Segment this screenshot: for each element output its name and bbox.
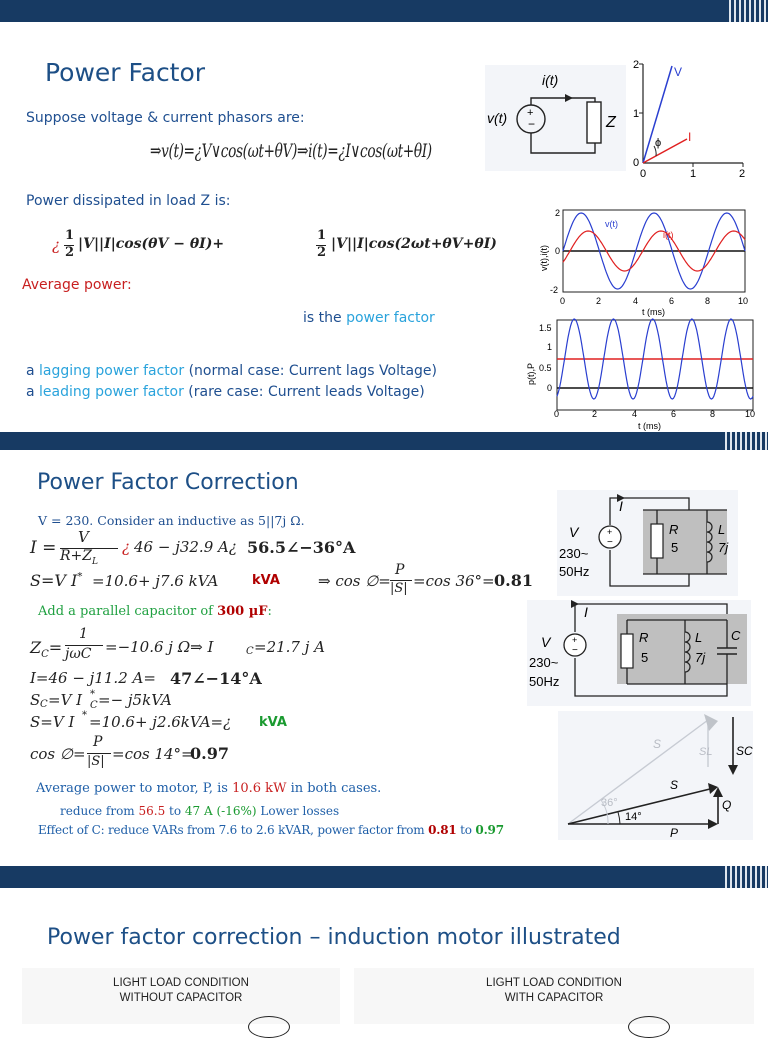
- eq-sc-vi: =V I: [48, 691, 83, 709]
- vec-sc: SC: [736, 744, 753, 758]
- effect-b: 0.97: [475, 823, 504, 837]
- power-xtick-5: 10: [745, 409, 756, 419]
- right-caption-line2: WITH CAPACITOR: [504, 992, 604, 1004]
- effect-to: to: [456, 823, 476, 837]
- eq-pf-2: cos ∅= P |S| =cos 14°= 0.97: [30, 734, 229, 769]
- power-equation: ¿ 1 2 |V||I|cos(θV − θI)+ 1 2 |V||I|cos(2ωt+θV+θI): [52, 228, 497, 260]
- circ2-r5: 5: [641, 650, 649, 665]
- circ2-c: C: [731, 628, 741, 643]
- lead-a: a: [26, 384, 40, 400]
- phasor-diagram: [628, 58, 753, 180]
- circ1-l: L: [718, 522, 726, 537]
- divider-band-1: [0, 432, 768, 450]
- vec-s: S: [670, 778, 679, 792]
- top-banner-stripes: [726, 0, 768, 22]
- phasor-i-label: I: [688, 130, 692, 144]
- left-illustration-panel: [22, 968, 340, 1024]
- left-caption-line2: WITHOUT CAPACITOR: [119, 992, 243, 1004]
- divider-band-1-stripes: [722, 432, 768, 450]
- vec-s-gray: S: [653, 737, 662, 751]
- effect-pre: Effect of C: reduce VARs from 7.6 to 2.6 kVAR, power factor from: [38, 823, 429, 837]
- power-eq-term1: |V||I|cos(θV − θI)+: [78, 236, 225, 252]
- circuit-i-label: i(t): [542, 72, 559, 88]
- eq-power-1-value: =10.6+ j7.6 kVA: [92, 572, 219, 590]
- wave-ytick-1: 0: [555, 246, 561, 256]
- svg-text:+: +: [527, 107, 534, 119]
- circuit-v-label: v(t): [487, 110, 508, 126]
- lagging-term: lagging power factor: [39, 363, 185, 379]
- circ1-v: V: [569, 524, 579, 540]
- circ1-r5: 5: [671, 540, 679, 555]
- wave-ylabel: v(t),i(t): [539, 245, 549, 271]
- average-power-note: [36, 781, 381, 796]
- reduce-pre: reduce from: [60, 804, 139, 818]
- eq-pf-1-cos: =cos 36°=: [413, 572, 495, 590]
- vec-p: P: [670, 826, 679, 840]
- circ1-230: 230~: [559, 546, 589, 561]
- circ2-i: I: [584, 604, 588, 620]
- phasor-ytick-2: 2: [633, 59, 640, 71]
- eq-power-1: S=V I* =10.6+ j7.6 kVA kVA: [30, 571, 280, 590]
- inductive-load-circuit: [557, 490, 738, 596]
- circ2-hz: 50Hz: [529, 674, 560, 689]
- vec-sl: SL: [699, 746, 713, 758]
- reduce-a: 56.5: [138, 804, 166, 818]
- circ2-v: V: [541, 634, 551, 650]
- power-ytick-3: 0: [547, 383, 553, 393]
- power-xtick-0: 0: [554, 409, 560, 419]
- eq-current-2-value: I=46 − j11.2 A=: [30, 669, 156, 687]
- eq-current: I = V $R+Z_L$ ¿ 46 − j32.9 A¿ 56.5∠−36°A: [30, 528, 356, 567]
- leading-term: leading power factor: [39, 384, 184, 400]
- eq-sc-value: =− j5kVA: [98, 691, 172, 709]
- eq-power-2: S=V I * =10.6+ j2.6kVA=¿ kVA: [30, 710, 287, 731]
- divider-band-2-stripes: [722, 866, 768, 888]
- phasor-v-label: V: [674, 65, 683, 79]
- wave-i-legend: i(t): [663, 230, 674, 240]
- slide1-title: Power Factor: [45, 58, 206, 87]
- eq-pf-2-cos: =cos 14°=: [112, 745, 194, 763]
- wave-xtick-4: 8: [705, 296, 711, 306]
- slide3-title: Power factor correction – induction motor illustrated: [47, 925, 621, 950]
- power-xlabel: t (ms): [638, 421, 661, 431]
- svg-text:−: −: [607, 537, 613, 548]
- kva-green: kVA: [259, 715, 287, 730]
- reduce-b: 47 A (-16%): [184, 804, 257, 818]
- eq-current-2: [30, 669, 290, 691]
- eq-current-value: 46 − j32.9 A¿: [134, 538, 237, 556]
- eq-pf-2-value: 0.97: [190, 744, 229, 763]
- wave-ytick-2: -2: [550, 285, 559, 295]
- lag-rest: (normal case: Current lags Voltage): [184, 363, 437, 379]
- left-caption-line1: LIGHT LOAD CONDITION: [113, 977, 249, 989]
- leading-line: [26, 384, 425, 400]
- wave-xlabel: t (ms): [642, 307, 665, 317]
- power-vector-diagram: [558, 711, 753, 840]
- power-ytick-0: 1.5: [539, 323, 552, 333]
- eq-zc-value: =−10.6 j Ω⇒ I: [105, 638, 214, 656]
- add-cap-pre: Add a parallel capacitor of: [38, 604, 218, 619]
- eq-sc: S C =V I * C =− j5kVA: [30, 689, 172, 711]
- svg-text:−: −: [528, 117, 536, 131]
- eq-current-polar: 56.5∠−36°A: [247, 538, 356, 557]
- divider-band-2: [0, 866, 768, 888]
- circ1-i: I: [619, 498, 623, 514]
- suppose-text: Suppose voltage & current phasors are:: [26, 110, 305, 126]
- consider-text: V = 230. Consider an inductive as 5||7j Ω.: [38, 513, 305, 528]
- phasor-ytick-0: 0: [633, 157, 640, 169]
- eq-pf-1: ⇒ cos ∅= P |S| =cos 36°= 0.81: [318, 562, 533, 596]
- waveform-chart: [535, 205, 755, 317]
- eq-zc: $Z_C=$ 1 jωC =−10.6 j Ω⇒ I C =21.7 j A: [30, 626, 325, 662]
- eq-pf-1-value: 0.81: [494, 571, 533, 590]
- vec-a36: 36°: [601, 797, 618, 809]
- slide2-title: Power Factor Correction: [37, 470, 299, 495]
- eq-sc-s: S: [30, 691, 41, 709]
- wave-xtick-3: 6: [669, 296, 675, 306]
- wave-ytick-0: 2: [555, 208, 561, 218]
- eq-power-2-s: S=V I: [30, 713, 75, 731]
- power-eq-term2: |V||I|cos(2ωt+θV+θI): [331, 236, 497, 252]
- right-caption-line1: LIGHT LOAD CONDITION: [486, 977, 622, 989]
- circ2-l7j: 7j: [695, 650, 706, 665]
- lag-a: a: [26, 363, 40, 379]
- wave-xtick-1: 2: [596, 296, 602, 306]
- circ1-hz: 50Hz: [559, 564, 590, 579]
- power-ytick-2: 0.5: [539, 363, 552, 373]
- eq-ic-value: =21.7 j A: [254, 638, 325, 656]
- dissipated-text: Power dissipated in load Z is:: [26, 193, 231, 209]
- circ2-r: R: [639, 630, 649, 645]
- power-xtick-1: 2: [592, 409, 598, 419]
- add-cap-value: 300 µF: [217, 604, 268, 619]
- vec-a14: 14°: [625, 811, 642, 823]
- wave-xtick-2: 4: [633, 296, 639, 306]
- right-motor-gauge: [628, 1016, 670, 1038]
- pf-sentence: [303, 310, 435, 326]
- right-illustration-panel: [354, 968, 754, 1024]
- corrected-load-circuit: [527, 600, 751, 706]
- pf-prefix: is the: [303, 310, 347, 326]
- add-cap-post: :: [267, 604, 272, 619]
- svg-text:−: −: [572, 645, 578, 656]
- circ1-r: R: [669, 522, 679, 537]
- lagging-line: [26, 363, 437, 379]
- power-xtick-4: 8: [710, 409, 716, 419]
- circ1-l7j: 7j: [718, 540, 729, 555]
- eq-power-2-value: =10.6+ j2.6kVA=¿: [89, 713, 232, 731]
- top-banner: [0, 0, 768, 22]
- phasor-xtick-2: 2: [739, 168, 746, 180]
- reduce-note: [60, 804, 339, 818]
- vec-q: Q: [722, 798, 732, 812]
- power-ytick-1: 1: [547, 342, 553, 352]
- add-capacitor-text: [38, 604, 272, 619]
- eq-current-2-polar: 47∠−14°A: [170, 669, 262, 688]
- phasor-equation: ⇒v(t)=¿V∨cos(ωt+θV)⇒i(t)=¿I∨cos(ωt+θI): [150, 140, 432, 162]
- effect-a: 0.81: [428, 823, 457, 837]
- circ2-l: L: [695, 630, 703, 645]
- reduce-to: to: [165, 804, 185, 818]
- phasor-phi-label: ϕ: [655, 137, 662, 149]
- effect-note: [38, 823, 504, 837]
- kva-red: kVA: [252, 573, 280, 588]
- phasor-ytick-1: 1: [633, 108, 640, 120]
- power-ylabel: p(t),P: [526, 362, 536, 385]
- power-xtick-3: 6: [671, 409, 677, 419]
- average-power-label: Average power:: [22, 277, 132, 293]
- left-motor-gauge: [248, 1016, 290, 1038]
- lead-rest: (rare case: Current leads Voltage): [183, 384, 425, 400]
- avg-pre: Average power to motor, P, is: [36, 781, 233, 796]
- power-chart: [520, 315, 760, 433]
- svg-text:+: +: [607, 527, 613, 537]
- avg-post: in both cases.: [286, 781, 382, 796]
- power-factor-term: power factor: [346, 310, 435, 326]
- wave-xtick-5: 10: [738, 296, 749, 306]
- wave-v-legend: v(t): [605, 219, 618, 229]
- reduce-post: Lower losses: [256, 804, 340, 818]
- circuit-z-label: Z: [606, 114, 616, 131]
- phasor-xtick-1: 1: [690, 168, 697, 180]
- wave-xtick-0: 0: [560, 296, 566, 306]
- power-xtick-2: 4: [632, 409, 638, 419]
- load-circuit-diagram: [485, 65, 626, 171]
- circ2-230: 230~: [529, 655, 559, 670]
- svg-text:+: +: [572, 635, 578, 645]
- phasor-xtick-0: 0: [640, 168, 647, 180]
- avg-value: 10.6 kW: [232, 781, 287, 796]
